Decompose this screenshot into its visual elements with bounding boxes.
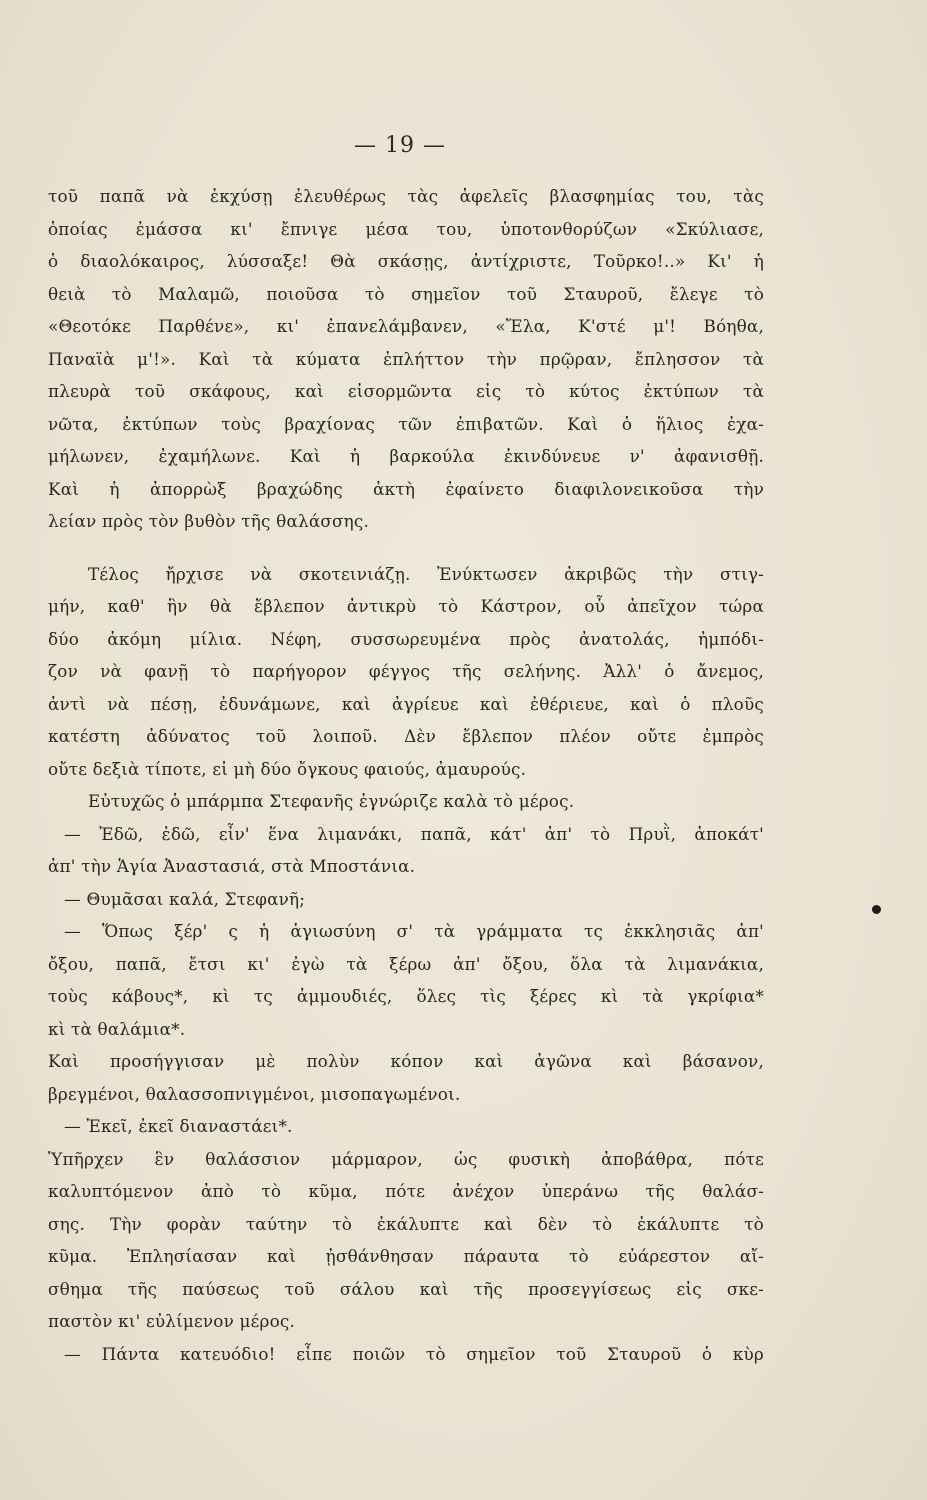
text-line: λείαν πρὸς τὸν βυθὸν τῆς θαλάσσης. <box>48 511 370 531</box>
dialogue-paragraph <box>48 915 764 1045</box>
text-line: καλυπτόμενον ἀπὸ τὸ κῦμα, πότε ἀνέχον ὑπεράνω τῆς θαλάσ- <box>48 1181 764 1201</box>
text-line: Ὑπῆρχεν ἓν θαλάσσιον μάρμαρον, ὡς φυσικὴ ἀποβάθρα, πότε <box>48 1148 764 1169</box>
paragraph <box>48 558 764 786</box>
text-line: σης. Τὴν φορὰν ταύτην τὸ ἐκάλυπτε καὶ δὲν τὸ ἐκάλυπτε τὸ <box>48 1213 764 1234</box>
text-line: βρεγμένοι, θαλασσοπνιγμένοι, μισοπαγωμένοι. <box>48 1083 461 1104</box>
paragraph <box>48 1143 764 1338</box>
text-line: ἀπ' τὴν Ἁγία Ἀναστασιά, στὰ Μποστάνια. <box>48 856 416 876</box>
text-line: κῦμα. Ἐπλησίασαν καὶ ᾐσθάνθησαν πάραυτα τὸ εὐάρεστον αἴ- <box>48 1246 764 1266</box>
text-line: — Πάντα κατευόδιο! εἶπε ποιῶν τὸ σημεῖον τοῦ Σταυροῦ ὁ κὺρ <box>64 1343 764 1364</box>
page-number: — 19 — <box>354 133 446 158</box>
text-line: ἀντὶ νὰ πέσῃ, ἐδυνάμωνε, καὶ ἀγρίευε καὶ ἐθέριευε, καὶ ὁ πλοῦς <box>48 693 764 714</box>
text-line: σθημα τῆς παύσεως τοῦ σάλου καὶ τῆς προσεγγίσεως εἰς σκε- <box>48 1278 764 1299</box>
text-line: Παναϊὰ μ'!». Καὶ τὰ κύματα ἐπλήττον τὴν πρῷραν, ἔπλησσον τὰ <box>48 348 764 369</box>
text-line: Τέλος ἤρχισε νὰ σκοτεινιάζῃ. Ἐνύκτωσεν ἀκριβῶς τὴν στιγ- <box>88 563 764 584</box>
dialogue-paragraph <box>48 1110 764 1143</box>
dialogue-paragraph <box>48 883 764 916</box>
text-line: — Θυμᾶσαι καλά, Στεφανῆ; <box>64 888 306 909</box>
text-line: — Ὅπως ξέρ' ς ἡ ἁγιωσύνη σ' τὰ γράμματα τς ἐκκλησιᾶς ἀπ' <box>64 921 764 941</box>
text-line: Εὐτυχῶς ὁ μπάρμπα Στεφανῆς ἐγνώριζε καλὰ τὸ μέρος. <box>88 791 575 811</box>
dialogue-paragraph <box>48 1338 764 1371</box>
text-line: ὁποίας ἐμάσσα κι' ἔπνιγε μέσα του, ὑποτονθορύζων «Σκύλιασε, <box>48 218 764 239</box>
paragraph <box>48 785 764 818</box>
text-line: οὔτε δεξιὰ τίποτε, εἰ μὴ δύο ὄγκους φαιούς, ἀμαυρούς. <box>48 758 527 779</box>
text-line: θειὰ τὸ Μαλαμῶ, ποιοῦσα τὸ σημεῖον τοῦ Σταυροῦ, ἔλεγε τὸ <box>48 283 764 304</box>
text-line: «Θεοτόκε Παρθένε», κι' ἐπανελάμβανεν, «Ἔλα, Κ'στέ μ'! Βόηθα, <box>48 316 764 336</box>
text-line: τοῦ παπᾶ νὰ ἐκχύσῃ ἐλευθέρως τὰς ἀφελεῖς βλασφημίας του, τὰς <box>48 186 764 206</box>
text-line: ὄξου, παπᾶ, ἔτσι κι' ἐγὼ τὰ ξέρω ἀπ' ὄξου, ὅλα τὰ λιμανάκια, <box>48 953 764 974</box>
text-line: ὁ διαολόκαιρος, λύσσαξε! Θὰ σκάσῃς, ἀντίχριστε, Τοῦρκο!..» Κι' ἡ <box>48 251 764 271</box>
paragraph-gap <box>48 538 764 558</box>
text-line: κατέστη ἀδύνατος τοῦ λοιποῦ. Δὲν ἔβλεπον πλέον οὔτε ἐμπρὸς <box>48 726 764 746</box>
text-line: δύο ἀκόμη μίλια. Νέφη, συσσωρευμένα πρὸς ἀνατολάς, ἠμπόδι- <box>48 628 764 649</box>
paragraph <box>48 180 764 538</box>
text-line: — Ἐκεῖ, ἐκεῖ διαναστάει*. <box>64 1116 293 1136</box>
text-line: ζον νὰ φανῇ τὸ παρήγορον φέγγος τῆς σελήνης. Ἀλλ' ὁ ἄνεμος, <box>48 661 764 681</box>
paragraph <box>48 1045 764 1110</box>
text-line: πλευρὰ τοῦ σκάφους, καὶ εἰσορμῶντα εἰς τὸ κύτος ἐκτύπων τὰ <box>48 381 764 401</box>
text-line: τοὺς κάβους*, κὶ τς ἀμμουδιές, ὅλες τὶς ξέρες κὶ τὰ γκρίφια* <box>48 986 764 1006</box>
text-line: Καὶ προσήγγισαν μὲ πολὺν κόπον καὶ ἀγῶνα καὶ βάσανον, <box>48 1051 764 1071</box>
text-line: κὶ τὰ θαλάμια*. <box>48 1018 186 1039</box>
text-line: μήν, καθ' ἣν θὰ ἔβλεπον ἀντικρὺ τὸ Κάστρον, οὗ ἀπεῖχον τώρα <box>48 596 764 616</box>
text-line: Καὶ ἡ ἀπορρὼξ βραχώδης ἀκτὴ ἐφαίνετο διαφιλονεικοῦσα τὴν <box>48 478 764 499</box>
text-line: παστὸν κι' εὐλίμενον μέρος. <box>48 1311 296 1331</box>
text-line: — Ἐδῶ, ἐδῶ, εἶν' ἕνα λιμανάκι, παπᾶ, κάτ' ἀπ' τὸ Πρυῒ, ἀποκάτ' <box>64 823 764 844</box>
text-line: μήλωνεν, ἐχαμήλωνε. Καὶ ἡ βαρκούλα ἐκινδύνευε ν' ἀφανισθῇ. <box>48 446 764 466</box>
ink-spot <box>872 905 881 914</box>
body-text <box>48 180 764 1370</box>
dialogue-paragraph <box>48 818 764 883</box>
text-line: νῶτα, ἐκτύπων τοὺς βραχίονας τῶν ἐπιβατῶν. Καὶ ὁ ἥλιος ἐχα- <box>48 413 764 434</box>
